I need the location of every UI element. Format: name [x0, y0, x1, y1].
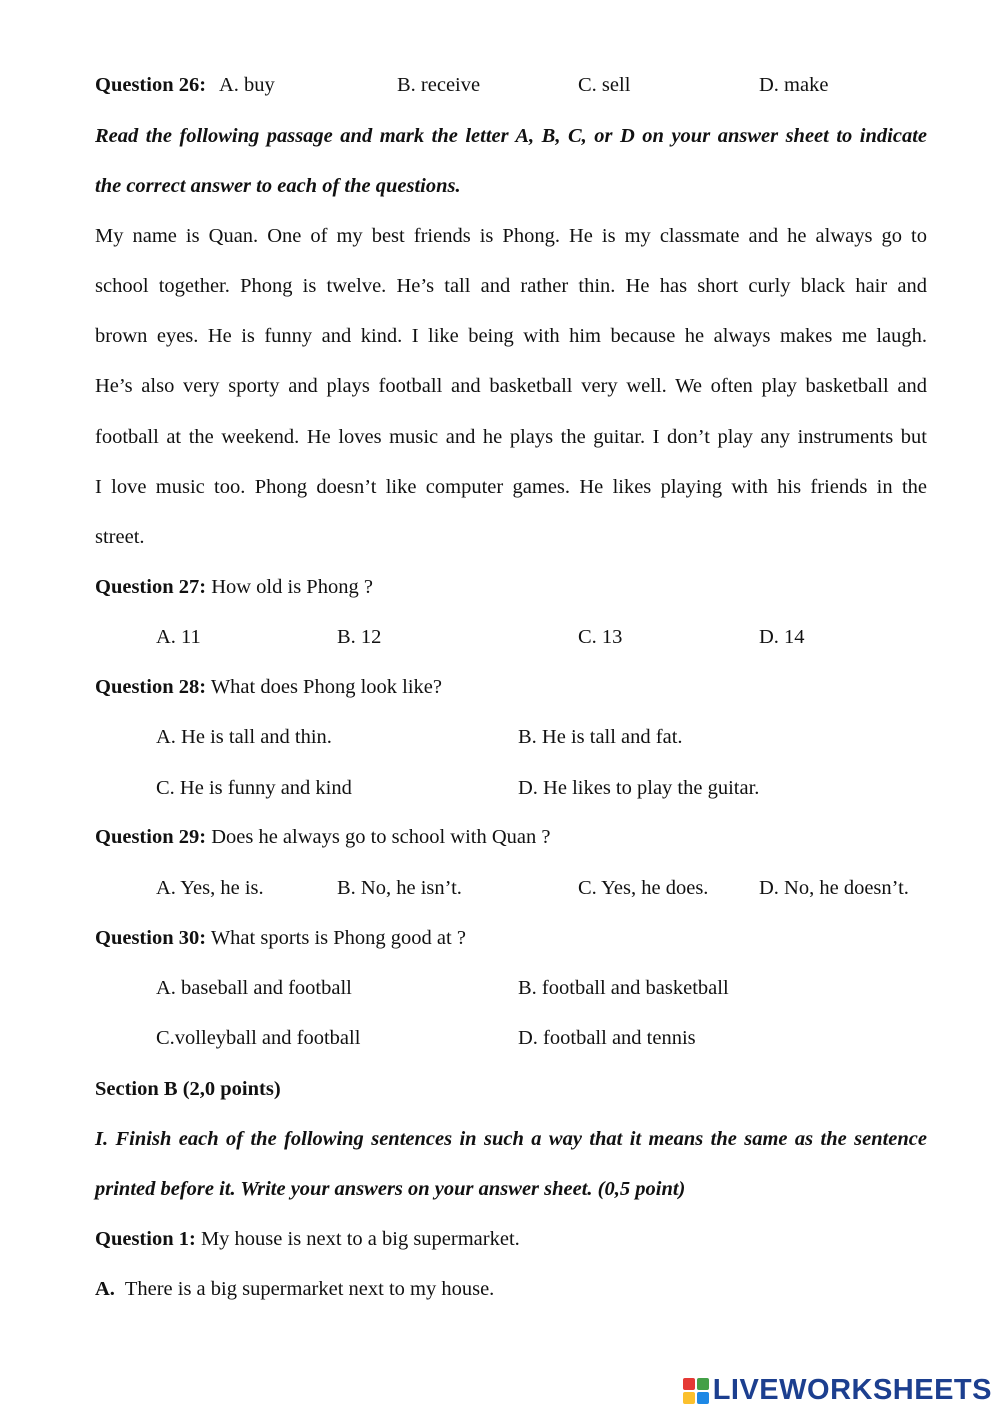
question-26 — [95, 75, 206, 96]
q28-option-d: D. He likes to play the guitar. — [518, 777, 760, 799]
q27-option-b: B. 12 — [337, 626, 382, 648]
q27-option-a: A. 11 — [156, 626, 201, 648]
passage-line-4: He’s also very sporty and plays football and basketball very well. We often play basketball and — [95, 375, 927, 397]
q30-option-c: C.volleyball and football — [156, 1027, 361, 1049]
question-label: Question 29: — [95, 826, 207, 848]
q26-option-a: A. buy — [219, 74, 275, 96]
question-label: Question 30: — [95, 927, 207, 949]
question-label: Question 27: — [95, 576, 207, 598]
section-b-title: Section B (2,0 points) — [95, 1078, 281, 1100]
question-text: What sports is Phong good at ? — [210, 927, 466, 949]
question-label: Question 26: — [95, 74, 207, 96]
passage-line-6: I love music too. Phong doesn’t like computer games. He likes playing with his friends in the — [95, 476, 927, 498]
q30-option-b: B. football and basketball — [518, 977, 729, 999]
question-1-answer — [95, 1279, 494, 1300]
q28-option-a: A. He is tall and thin. — [156, 726, 332, 748]
q29-option-c: C. Yes, he does. — [578, 877, 709, 899]
question-30 — [95, 928, 466, 949]
question-28 — [95, 677, 442, 698]
question-text: My house is next to a big supermarket. — [200, 1228, 520, 1250]
question-29 — [95, 827, 551, 848]
q30-option-a: A. baseball and football — [156, 977, 352, 999]
logo-text: LIVEWORKSHEETS — [712, 1374, 992, 1406]
q28-option-b: B. He is tall and fat. — [518, 726, 683, 748]
reading-instruction-line-2: the correct answer to each of the questions. — [95, 175, 461, 197]
logo-icon — [683, 1378, 709, 1404]
question-label: Question 28: — [95, 676, 207, 698]
part-i-instruction-line-2: printed before it. Write your answers on your answer sheet. (0,5 point) — [95, 1178, 686, 1200]
answer-letter: A. — [95, 1278, 115, 1300]
q27-option-c: C. 13 — [578, 626, 623, 648]
passage-line-3: brown eyes. He is funny and kind. I like being with him because he always makes me laugh. — [95, 325, 927, 347]
q26-option-d: D. make — [759, 74, 829, 96]
q26-option-b: B. receive — [397, 74, 481, 96]
question-label: Question 1: — [95, 1228, 196, 1250]
liveworksheets-logo — [683, 1374, 992, 1407]
passage-line-5: football at the weekend. He loves music and he plays the guitar. I don’t play any instruments but — [95, 426, 927, 448]
q27-option-d: D. 14 — [759, 626, 805, 648]
answer-text: There is a big supermarket next to my house. — [124, 1278, 495, 1300]
q29-option-a: A. Yes, he is. — [156, 877, 264, 899]
passage-line-1: My name is Quan. One of my best friends is Phong. He is my classmate and he always go to — [95, 225, 927, 247]
part-i-instruction-line-1: I. Finish each of the following sentences in such a way that it means the same as the sentence — [95, 1128, 927, 1150]
question-27 — [95, 577, 373, 598]
question-text: How old is Phong ? — [211, 576, 373, 598]
reading-instruction-line-1: Read the following passage and mark the letter A, B, C, or D on your answer sheet to indicate — [95, 125, 927, 147]
question-text: Does he always go to school with Quan ? — [211, 826, 551, 848]
question-1 — [95, 1229, 520, 1250]
q26-option-c: C. sell — [578, 74, 631, 96]
question-text: What does Phong look like? — [210, 676, 442, 698]
passage-line-2: school together. Phong is twelve. He’s tall and rather thin. He has short curly black hair and — [95, 275, 927, 297]
passage-line-7: street. — [95, 526, 145, 548]
q28-option-c: C. He is funny and kind — [156, 777, 352, 799]
q30-option-d: D. football and tennis — [518, 1027, 696, 1049]
q29-option-b: B. No, he isn’t. — [337, 877, 462, 899]
q29-option-d: D. No, he doesn’t. — [759, 877, 909, 899]
